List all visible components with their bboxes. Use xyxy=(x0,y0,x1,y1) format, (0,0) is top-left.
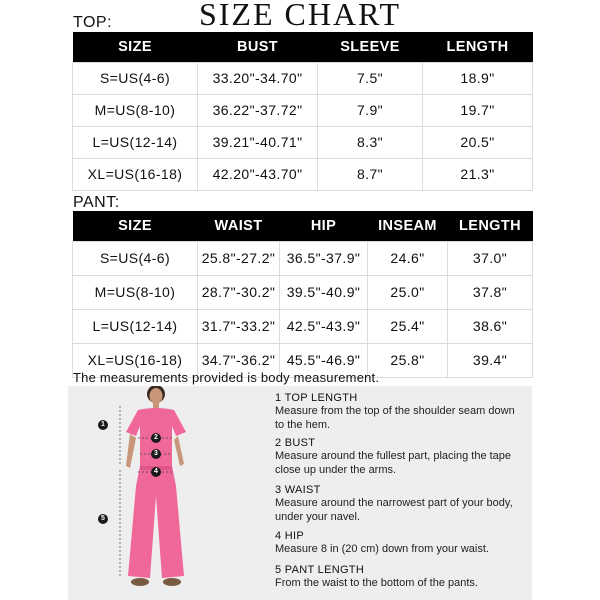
marker-3: 3 xyxy=(151,449,161,459)
table-cell: 42.20"-43.70" xyxy=(198,158,318,190)
table-cell: L=US(12-14) xyxy=(73,309,198,343)
measurement-top-length xyxy=(275,392,525,432)
table-cell: 25.8"-27.2" xyxy=(198,241,280,275)
model-left-arm xyxy=(126,434,136,468)
table-cell: 33.20"-34.70" xyxy=(198,62,318,94)
column-header: WAIST xyxy=(198,211,280,241)
table-row xyxy=(73,241,533,275)
measurement-text: Measure 8 in (20 cm) down from your waist. xyxy=(275,543,489,555)
table-cell: 20.5" xyxy=(423,126,533,158)
table-cell: 37.0" xyxy=(448,241,533,275)
table-cell: 24.6" xyxy=(368,241,448,275)
table-cell: 39.21"-40.71" xyxy=(198,126,318,158)
table-row xyxy=(73,309,533,343)
column-header: SIZE xyxy=(73,32,198,62)
table-header-row xyxy=(73,211,533,241)
pant-size-table xyxy=(72,211,533,378)
table-cell: XL=US(16-18) xyxy=(73,158,198,190)
table-cell: M=US(8-10) xyxy=(73,275,198,309)
measurement-text: Measure around the fullest part, placing the tape close up under the arms. xyxy=(275,450,512,476)
model-face xyxy=(150,388,163,404)
table-cell: 31.7"-33.2" xyxy=(198,309,280,343)
table-cell: 25.0" xyxy=(368,275,448,309)
measurement-bust xyxy=(275,437,525,477)
column-header: HIP xyxy=(280,211,368,241)
measurement-pant-length xyxy=(275,564,525,591)
measurement-heading: 3 WAIST xyxy=(275,484,321,496)
table-cell: XL=US(16-18) xyxy=(73,343,198,377)
table-cell: 25.8" xyxy=(368,343,448,377)
measurement-note: The measurements provided is body measurement. xyxy=(73,370,380,385)
table-cell: 36.5"-37.9" xyxy=(280,241,368,275)
table-cell: 45.5"-46.9" xyxy=(280,343,368,377)
table-cell: 34.7"-36.2" xyxy=(198,343,280,377)
measurement-text: Measure around the narrowest part of your body, under your navel. xyxy=(275,497,513,523)
table-cell: 37.8" xyxy=(448,275,533,309)
table-header-row xyxy=(73,32,533,62)
table-row xyxy=(73,62,533,94)
table-cell: 38.6" xyxy=(448,309,533,343)
table-row xyxy=(73,94,533,126)
top-section-label: TOP: xyxy=(73,14,113,31)
table-cell: M=US(8-10) xyxy=(73,94,198,126)
model-left-foot xyxy=(131,578,149,586)
table-cell: 28.7"-30.2" xyxy=(198,275,280,309)
table-cell: 8.3" xyxy=(318,126,423,158)
measurement-hip xyxy=(275,530,525,557)
model-pants xyxy=(128,466,184,578)
table-cell: S=US(4-6) xyxy=(73,62,198,94)
table-cell: 21.3" xyxy=(423,158,533,190)
table-cell: S=US(4-6) xyxy=(73,241,198,275)
model-illustration xyxy=(68,386,268,600)
table-cell: 39.4" xyxy=(448,343,533,377)
column-header: SLEEVE xyxy=(318,32,423,62)
measurement-guide xyxy=(68,386,532,600)
table-cell: 18.9" xyxy=(423,62,533,94)
pant-section-label: PANT: xyxy=(73,194,120,211)
table-cell: 42.5"-43.9" xyxy=(280,309,368,343)
table-cell: L=US(12-14) xyxy=(73,126,198,158)
table-row xyxy=(73,275,533,309)
table-cell: 7.5" xyxy=(318,62,423,94)
model-right-arm xyxy=(174,436,184,466)
measurement-text: From the waist to the bottom of the pants. xyxy=(275,577,478,589)
table-cell: 19.7" xyxy=(423,94,533,126)
column-header: INSEAM xyxy=(368,211,448,241)
model-figure-svg xyxy=(68,386,268,600)
measurement-heading: 5 PANT LENGTH xyxy=(275,564,365,576)
column-header: LENGTH xyxy=(448,211,533,241)
marker-2: 2 xyxy=(151,433,161,443)
page-title: SIZE CHART xyxy=(198,0,402,32)
marker-5: 5 xyxy=(98,514,108,524)
table-row xyxy=(73,158,533,190)
column-header: LENGTH xyxy=(423,32,533,62)
table-cell: 36.22"-37.72" xyxy=(198,94,318,126)
table-cell: 8.7" xyxy=(318,158,423,190)
marker-4: 4 xyxy=(151,467,161,477)
measurement-waist xyxy=(275,484,525,524)
measurement-heading: 1 TOP LENGTH xyxy=(275,392,358,404)
marker-1: 1 xyxy=(98,420,108,430)
top-size-table xyxy=(72,32,533,191)
measurement-heading: 2 BUST xyxy=(275,437,316,449)
model-right-foot xyxy=(163,578,181,586)
table-row xyxy=(73,126,533,158)
table-cell: 39.5"-40.9" xyxy=(280,275,368,309)
table-cell: 7.9" xyxy=(318,94,423,126)
column-header: SIZE xyxy=(73,211,198,241)
measurement-heading: 4 HIP xyxy=(275,530,305,542)
measurement-text: Measure from the top of the shoulder seam down to the hem. xyxy=(275,405,515,431)
table-cell: 25.4" xyxy=(368,309,448,343)
column-header: BUST xyxy=(198,32,318,62)
